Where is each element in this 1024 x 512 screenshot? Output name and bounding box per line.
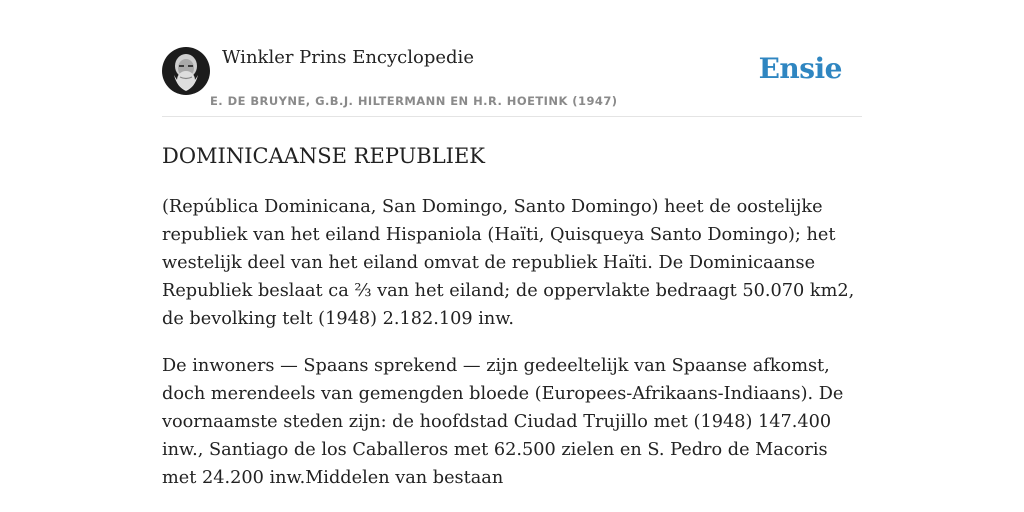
- article-paragraph: (República Dominicana, San Domingo, Santo Domingo) heet de oostelijke republiek van het eiland Hispaniola (Haïti, Quisqueya Santo Domingo); het westelijk deel van het eiland omvat de republiek Haïti. De Dominicaanse Republiek beslaat ca ⅔ van het eiland; de oppervlakte bedraagt 50.070 km2, de bevolking telt (1948) 2.182.109 inw.: [162, 197, 855, 329]
- source-title[interactable]: Winkler Prins Encyclopedie: [222, 47, 474, 68]
- brand-logo[interactable]: Ensie: [758, 52, 842, 85]
- author-avatar[interactable]: [162, 47, 210, 95]
- article-title: DOMINICAANSE REPUBLIEK: [162, 144, 485, 168]
- article-body: [162, 193, 862, 492]
- source-header: [162, 0, 862, 117]
- article-paragraph: De inwoners — Spaans sprekend — zijn gedeeltelijk van Spaanse afkomst, doch merendeels van gemengden bloede (Europees-Afrikaans-Indiaans). De voornaamste steden zijn: de hoofdstad Ciudad Trujillo met (1948) 147.400 inw., Santiago de los Caballeros met 62.500 zielen en S. Pedro de Macoris met 24.200 inw.Middelen van bestaan: [162, 356, 844, 488]
- authors-line: E. DE BRUYNE, G.B.J. HILTERMANN EN H.R. HOETINK (1947): [210, 94, 618, 108]
- bearded-man-portrait-icon: [162, 47, 210, 95]
- page: [162, 0, 862, 511]
